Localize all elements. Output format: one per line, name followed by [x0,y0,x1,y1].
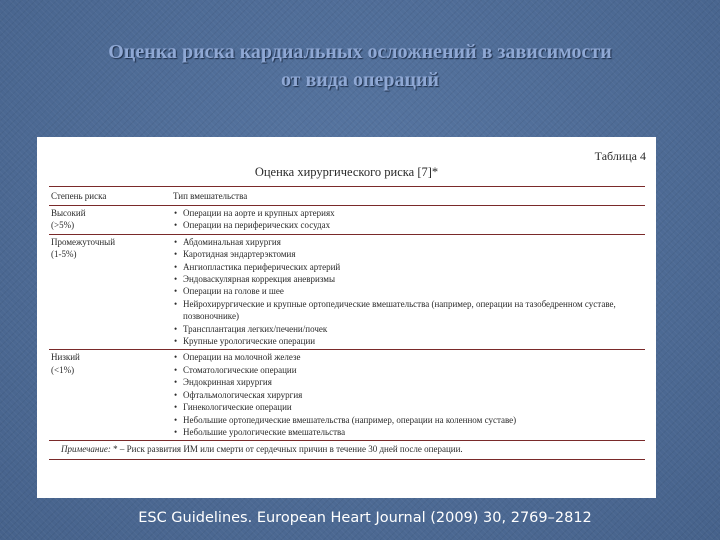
bullet-icon: • [174,249,178,260]
citation: ESC Guidelines. European Heart Journal (2009) 30, 2769–2812 [138,510,592,526]
bullet-icon: • [174,286,178,297]
bullet-icon: • [174,414,178,425]
risk-table [49,186,645,460]
slide-title-line-1: Оценка риска кардиальных осложнений в зависимости [108,41,612,63]
risk-group-high [49,206,645,235]
operation-item: • Операции на молочной железе [174,352,301,363]
operation-list [173,207,645,232]
risk-value: (1-5%) [51,249,77,260]
operation-item: • Каротидная эндартерэктомия [174,249,296,260]
bullet-icon: • [174,220,178,231]
risk-value: (<1%) [51,364,75,375]
table-number: Таблица 4 [594,149,646,163]
bullet-icon: • [174,426,178,437]
slide-title-line-2: от вида операций [280,69,440,91]
slide-title [0,38,720,94]
bullet-icon: • [174,402,178,413]
bullet-icon: • [174,236,178,247]
bullet-icon: • [174,298,178,309]
risk-group-low [49,350,645,441]
operation-item: • Стоматологические операции [174,364,297,375]
operation-item: • Операции на аорте и крупных артериях [174,208,335,218]
operation-item: • Крупные урологические операции [174,336,316,347]
operation-list [173,236,645,348]
risk-cell [49,236,173,348]
header-intervention-type: Тип вмешательства [173,191,248,201]
operation-item: • Ангиопластика периферических артерий [174,261,341,272]
operation-item: • Небольшие урологические вмешательства [174,426,346,437]
risk-value: (>5%) [51,220,75,231]
risk-label: Низкий [51,352,80,363]
bullet-icon: • [174,352,178,363]
operation-item: • Нейрохирургические и крупные ортопедические вмешательства (например, операции на тазобедренном суставе, позвоночнике) [174,298,616,322]
bullet-icon: • [174,323,178,334]
operation-item: • Операции на голове и шее [174,286,284,297]
operation-item: • Небольшие ортопедические вмешательства (например, операции на коленном суставе) [174,414,517,425]
risk-label: Высокий [51,208,86,218]
header-risk-degree: Степень риска [51,191,107,201]
operation-item: • Офтальмологическая хирургия [174,389,303,400]
bullet-icon: • [174,377,178,388]
operation-item: • Операции на периферических сосудах [174,220,331,231]
operation-item: • Эндоваскулярная коррекция аневризмы [174,274,335,285]
bullet-icon: • [174,389,178,400]
table-footnote [49,441,645,460]
risk-cell [49,207,173,232]
operation-item: • Абдоминальная хирургия [174,236,281,247]
table-caption: Оценка хирургического риска [7]* [254,165,439,179]
operation-item: • Гинекологические операции [174,402,292,413]
risk-cell [49,351,173,438]
risk-label: Промежуточный [51,236,116,247]
footnote-label: Примечание: [61,444,111,455]
operation-item: • Эндокринная хирургия [174,377,272,388]
operation-list [173,351,645,438]
footnote-text: * – Риск развития ИМ или смерти от сердечных причин в течение 30 дней после операции. [110,444,463,455]
bullet-icon: • [174,364,178,375]
bullet-icon: • [174,261,178,272]
risk-group-intermediate [49,235,645,351]
bullet-icon: • [174,336,178,347]
bullet-icon: • [174,274,178,285]
operation-item: • Трансплантация легких/печени/почек [174,323,328,334]
risk-table-card [37,137,656,498]
bullet-icon: • [174,208,178,218]
table-header-row [49,186,645,206]
